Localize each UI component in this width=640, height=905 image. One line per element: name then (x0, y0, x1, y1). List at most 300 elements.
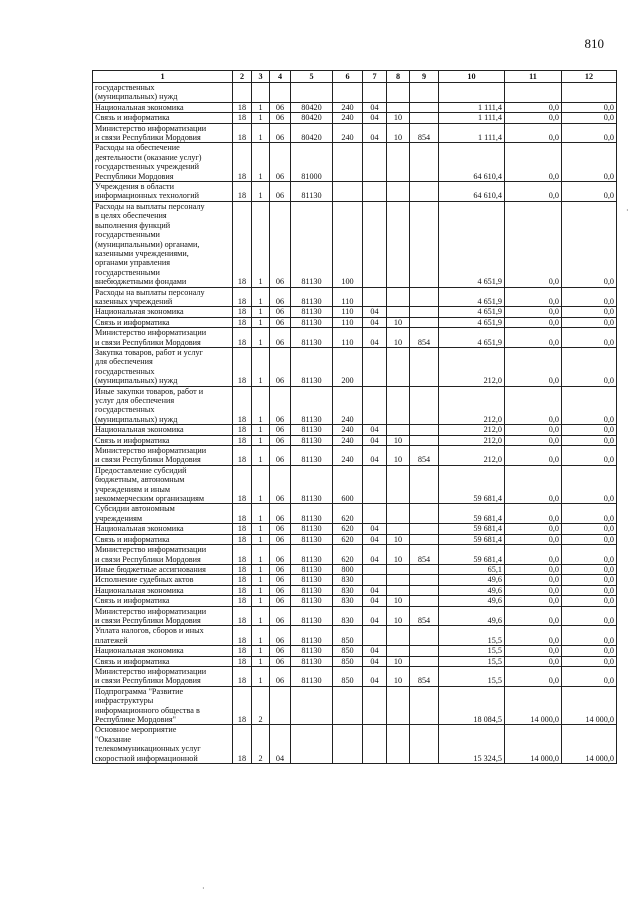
table-row (93, 646, 617, 656)
cell-ministry (410, 386, 439, 425)
cell-target: 81130 (291, 425, 333, 435)
cell-chapter: 18 (233, 626, 252, 646)
cell-amount-y3: 0,0 (562, 347, 617, 386)
cell-amount-y2: 0,0 (505, 465, 562, 504)
cell-subsection (387, 386, 410, 425)
cell-subsection (387, 725, 410, 764)
col-header: 5 (291, 71, 333, 83)
cell-amount-y3: 0,0 (562, 287, 617, 307)
cell-target: 81130 (291, 435, 333, 445)
cell-program: 1 (252, 646, 270, 656)
cell-section (363, 201, 387, 287)
cell-chapter: 18 (233, 504, 252, 524)
cell-expense-type: 620 (333, 534, 363, 544)
cell-ministry (410, 201, 439, 287)
cell-amount-y1: 49,6 (439, 596, 505, 606)
row-label: Национальная экономика (93, 646, 233, 656)
cell-ministry (410, 575, 439, 585)
table-row (93, 564, 617, 574)
cell-subsection (387, 347, 410, 386)
cell-program: 2 (252, 686, 270, 725)
cell-subsection (387, 465, 410, 504)
cell-chapter: 18 (233, 465, 252, 504)
cell-amount-y1: 4 651,9 (439, 317, 505, 327)
cell-subsection: 10 (387, 123, 410, 143)
cell-amount-y3: 0,0 (562, 328, 617, 348)
col-header: 11 (505, 71, 562, 83)
cell-section (363, 575, 387, 585)
cell-amount-y1: 15 324,5 (439, 725, 505, 764)
cell-subsection: 10 (387, 113, 410, 123)
table-row (93, 328, 617, 348)
cell-subprogram: 06 (270, 646, 291, 656)
cell-chapter: 18 (233, 143, 252, 182)
table-row (93, 575, 617, 585)
cell-expense-type (333, 182, 363, 202)
cell-amount-y1: 59 681,4 (439, 504, 505, 524)
table-row (93, 626, 617, 646)
cell-expense-type (333, 686, 363, 725)
cell-section: 04 (363, 307, 387, 317)
cell-expense-type: 830 (333, 596, 363, 606)
cell-ministry: 854 (410, 328, 439, 348)
cell-section: 04 (363, 328, 387, 348)
cell-amount-y3: 0,0 (562, 585, 617, 595)
cell-section (363, 347, 387, 386)
cell-program: 1 (252, 317, 270, 327)
cell-ministry (410, 143, 439, 182)
cell-section: 04 (363, 666, 387, 686)
cell-target: 81130 (291, 504, 333, 524)
cell-expense-type: 600 (333, 465, 363, 504)
cell-expense-type: 200 (333, 347, 363, 386)
table-row (93, 317, 617, 327)
cell-expense-type: 850 (333, 656, 363, 666)
cell-subprogram: 06 (270, 656, 291, 666)
cell-amount-y3: 0,0 (562, 504, 617, 524)
cell-program: 1 (252, 504, 270, 524)
cell-amount-y1: 59 681,4 (439, 465, 505, 504)
cell-chapter: 18 (233, 575, 252, 585)
row-label: Министерство информатизации и связи Республики Мордовия (93, 123, 233, 143)
cell-amount-y2: 0,0 (505, 182, 562, 202)
cell-program: 1 (252, 287, 270, 307)
cell-amount-y3: 0,0 (562, 564, 617, 574)
cell-subsection (387, 504, 410, 524)
cell-amount-y3: 0,0 (562, 524, 617, 534)
table-row (93, 83, 617, 103)
cell-amount-y2: 0,0 (505, 606, 562, 626)
cell-subsection: 10 (387, 534, 410, 544)
cell-program: 1 (252, 606, 270, 626)
cell-program: 1 (252, 307, 270, 317)
cell-amount-y3: 0,0 (562, 656, 617, 666)
row-label: Министерство информатизации и связи Республики Мордовия (93, 328, 233, 348)
table-row (93, 287, 617, 307)
col-header: 9 (410, 71, 439, 83)
cell-expense-type: 110 (333, 287, 363, 307)
cell-section: 04 (363, 545, 387, 565)
cell-ministry (410, 534, 439, 544)
cell-ministry (410, 435, 439, 445)
row-label: Министерство информатизации и связи Республики Мордовия (93, 446, 233, 466)
cell-chapter: 18 (233, 656, 252, 666)
cell-amount-y2: 0,0 (505, 564, 562, 574)
col-header: 2 (233, 71, 252, 83)
cell-amount-y3: 0,0 (562, 646, 617, 656)
cell-chapter: 18 (233, 425, 252, 435)
cell-section (363, 83, 387, 103)
row-label: Связь и информатика (93, 317, 233, 327)
table-row (93, 534, 617, 544)
cell-ministry (410, 102, 439, 112)
cell-expense-type: 240 (333, 102, 363, 112)
cell-section: 04 (363, 102, 387, 112)
cell-expense-type: 830 (333, 575, 363, 585)
cell-expense-type: 850 (333, 626, 363, 646)
table-row (93, 656, 617, 666)
cell-section: 04 (363, 317, 387, 327)
cell-section (363, 182, 387, 202)
cell-subprogram: 06 (270, 575, 291, 585)
cell-amount-y1: 15,5 (439, 646, 505, 656)
cell-section (363, 143, 387, 182)
cell-subprogram: 06 (270, 606, 291, 626)
cell-expense-type (333, 143, 363, 182)
cell-subprogram: 06 (270, 317, 291, 327)
cell-target: 81130 (291, 347, 333, 386)
cell-amount-y1 (439, 83, 505, 103)
cell-target: 81130 (291, 534, 333, 544)
cell-subsection: 10 (387, 446, 410, 466)
cell-expense-type: 620 (333, 524, 363, 534)
cell-section (363, 504, 387, 524)
row-label: Министерство информатизации и связи Республики Мордовия (93, 606, 233, 626)
table-row (93, 606, 617, 626)
cell-expense-type: 110 (333, 317, 363, 327)
cell-amount-y1: 4 651,9 (439, 328, 505, 348)
cell-ministry: 854 (410, 545, 439, 565)
row-label: Национальная экономика (93, 425, 233, 435)
cell-subprogram: 06 (270, 465, 291, 504)
cell-chapter: 18 (233, 446, 252, 466)
cell-chapter: 18 (233, 725, 252, 764)
header-row (93, 71, 617, 83)
cell-target: 81130 (291, 328, 333, 348)
cell-amount-y3: 0,0 (562, 317, 617, 327)
table-row (93, 524, 617, 534)
cell-ministry (410, 287, 439, 307)
col-header: 12 (562, 71, 617, 83)
cell-chapter: 18 (233, 386, 252, 425)
table-row (93, 666, 617, 686)
budget-table (92, 70, 617, 764)
cell-chapter: 18 (233, 545, 252, 565)
col-header: 6 (333, 71, 363, 83)
cell-program: 1 (252, 143, 270, 182)
cell-section: 04 (363, 585, 387, 595)
cell-ministry (410, 646, 439, 656)
cell-amount-y3: 14 000,0 (562, 725, 617, 764)
cell-target: 81130 (291, 465, 333, 504)
cell-ministry (410, 347, 439, 386)
cell-section: 04 (363, 425, 387, 435)
cell-amount-y2: 0,0 (505, 435, 562, 445)
cell-amount-y3: 0,0 (562, 386, 617, 425)
cell-program: 1 (252, 596, 270, 606)
cell-expense-type: 830 (333, 606, 363, 626)
cell-expense-type: 240 (333, 386, 363, 425)
cell-amount-y2: 0,0 (505, 545, 562, 565)
table-body (93, 83, 617, 764)
cell-amount-y1: 212,0 (439, 386, 505, 425)
cell-amount-y1: 212,0 (439, 446, 505, 466)
cell-amount-y3 (562, 83, 617, 103)
cell-target (291, 83, 333, 103)
cell-target: 80420 (291, 113, 333, 123)
cell-subprogram: 06 (270, 307, 291, 317)
cell-ministry (410, 596, 439, 606)
cell-ministry (410, 585, 439, 595)
cell-expense-type: 240 (333, 425, 363, 435)
cell-subprogram: 06 (270, 545, 291, 565)
cell-subprogram: 06 (270, 585, 291, 595)
table-row (93, 113, 617, 123)
cell-subsection (387, 564, 410, 574)
cell-target: 81130 (291, 585, 333, 595)
table-row (93, 585, 617, 595)
cell-amount-y3: 0,0 (562, 102, 617, 112)
cell-amount-y2: 0,0 (505, 347, 562, 386)
cell-target: 81130 (291, 656, 333, 666)
cell-amount-y2: 0,0 (505, 524, 562, 534)
cell-program: 1 (252, 328, 270, 348)
cell-target: 80420 (291, 102, 333, 112)
cell-target (291, 725, 333, 764)
cell-amount-y3: 14 000,0 (562, 686, 617, 725)
table-row (93, 435, 617, 445)
row-label: Связь и информатика (93, 534, 233, 544)
cell-subprogram: 06 (270, 386, 291, 425)
cell-program: 1 (252, 545, 270, 565)
cell-target: 81130 (291, 545, 333, 565)
cell-subsection: 10 (387, 656, 410, 666)
cell-section (363, 386, 387, 425)
cell-subprogram: 06 (270, 524, 291, 534)
cell-section: 04 (363, 524, 387, 534)
cell-chapter: 18 (233, 606, 252, 626)
cell-amount-y2: 0,0 (505, 307, 562, 317)
cell-amount-y2: 0,0 (505, 317, 562, 327)
cell-section: 04 (363, 534, 387, 544)
cell-subprogram: 06 (270, 626, 291, 646)
cell-chapter: 18 (233, 182, 252, 202)
cell-amount-y1: 212,0 (439, 347, 505, 386)
cell-amount-y2: 0,0 (505, 287, 562, 307)
table-row (93, 725, 617, 764)
cell-section: 04 (363, 123, 387, 143)
cell-amount-y3: 0,0 (562, 113, 617, 123)
cell-amount-y1: 212,0 (439, 435, 505, 445)
cell-subsection: 10 (387, 606, 410, 626)
row-label: Основное мероприятие "Оказание телекоммуникационных услуг скоростной информационной (93, 725, 233, 764)
cell-chapter: 18 (233, 596, 252, 606)
table-row (93, 465, 617, 504)
cell-chapter: 18 (233, 646, 252, 656)
cell-subprogram: 06 (270, 425, 291, 435)
cell-amount-y1: 1 111,4 (439, 113, 505, 123)
cell-subsection: 10 (387, 545, 410, 565)
cell-amount-y2: 0,0 (505, 113, 562, 123)
cell-subsection: 10 (387, 596, 410, 606)
cell-program: 1 (252, 585, 270, 595)
cell-target: 80420 (291, 123, 333, 143)
cell-subsection (387, 686, 410, 725)
cell-amount-y3: 0,0 (562, 123, 617, 143)
cell-subprogram: 06 (270, 143, 291, 182)
cell-program: 1 (252, 446, 270, 466)
row-label: Учреждения в области информационных технологий (93, 182, 233, 202)
cell-target: 81130 (291, 626, 333, 646)
cell-program: 1 (252, 524, 270, 534)
table-row (93, 347, 617, 386)
cell-chapter: 18 (233, 564, 252, 574)
cell-chapter: 18 (233, 534, 252, 544)
table-row (93, 386, 617, 425)
cell-amount-y2: 0,0 (505, 201, 562, 287)
table-row (93, 596, 617, 606)
cell-amount-y1: 59 681,4 (439, 534, 505, 544)
cell-amount-y2: 14 000,0 (505, 725, 562, 764)
cell-expense-type: 240 (333, 435, 363, 445)
table-row (93, 182, 617, 202)
cell-chapter: 18 (233, 287, 252, 307)
cell-subprogram: 06 (270, 504, 291, 524)
cell-amount-y3: 0,0 (562, 425, 617, 435)
table-row (93, 446, 617, 466)
cell-target: 81130 (291, 446, 333, 466)
cell-subprogram: 06 (270, 435, 291, 445)
cell-target: 81130 (291, 596, 333, 606)
cell-chapter: 18 (233, 686, 252, 725)
cell-program: 1 (252, 102, 270, 112)
cell-target: 81130 (291, 386, 333, 425)
cell-program: 1 (252, 656, 270, 666)
cell-ministry (410, 113, 439, 123)
cell-subsection: 10 (387, 317, 410, 327)
cell-amount-y1: 212,0 (439, 425, 505, 435)
cell-amount-y2: 0,0 (505, 656, 562, 666)
cell-expense-type: 620 (333, 545, 363, 565)
cell-program: 1 (252, 347, 270, 386)
cell-amount-y1: 15,5 (439, 626, 505, 646)
cell-subprogram: 06 (270, 596, 291, 606)
cell-ministry (410, 425, 439, 435)
row-label: Национальная экономика (93, 524, 233, 534)
cell-ministry (410, 656, 439, 666)
cell-program: 1 (252, 564, 270, 574)
cell-amount-y3: 0,0 (562, 626, 617, 646)
cell-ministry: 854 (410, 606, 439, 626)
row-label: Министерство информатизации и связи Республики Мордовия (93, 545, 233, 565)
cell-chapter: 18 (233, 347, 252, 386)
cell-amount-y3: 0,0 (562, 465, 617, 504)
cell-section: 04 (363, 606, 387, 626)
cell-amount-y1: 4 651,9 (439, 287, 505, 307)
cell-subprogram: 06 (270, 182, 291, 202)
cell-chapter: 18 (233, 317, 252, 327)
cell-subprogram: 06 (270, 666, 291, 686)
cell-section (363, 287, 387, 307)
row-label: Связь и информатика (93, 656, 233, 666)
cell-program: 1 (252, 182, 270, 202)
cell-amount-y2 (505, 83, 562, 103)
cell-ministry (410, 626, 439, 646)
row-label: Национальная экономика (93, 102, 233, 112)
cell-amount-y3: 0,0 (562, 596, 617, 606)
cell-subprogram: 04 (270, 725, 291, 764)
cell-target: 81130 (291, 666, 333, 686)
cell-amount-y2: 0,0 (505, 328, 562, 348)
cell-amount-y3: 0,0 (562, 143, 617, 182)
cell-target: 81130 (291, 287, 333, 307)
cell-chapter: 18 (233, 666, 252, 686)
cell-target: 81000 (291, 143, 333, 182)
cell-expense-type (333, 725, 363, 764)
cell-section: 04 (363, 446, 387, 466)
cell-amount-y1: 4 651,9 (439, 201, 505, 287)
table-row (93, 545, 617, 565)
cell-program: 1 (252, 113, 270, 123)
cell-subprogram: 06 (270, 102, 291, 112)
cell-subsection (387, 646, 410, 656)
cell-expense-type: 240 (333, 113, 363, 123)
row-label: Связь и информатика (93, 113, 233, 123)
cell-ministry (410, 504, 439, 524)
cell-subsection (387, 626, 410, 646)
table-row (93, 307, 617, 317)
cell-expense-type: 240 (333, 123, 363, 143)
col-header: 3 (252, 71, 270, 83)
row-label: Иные бюджетные ассигнования (93, 564, 233, 574)
scan-mark: · (202, 884, 205, 893)
table-row (93, 123, 617, 143)
cell-target: 81130 (291, 646, 333, 656)
cell-amount-y1: 49,6 (439, 575, 505, 585)
cell-section (363, 465, 387, 504)
cell-subprogram: 06 (270, 201, 291, 287)
cell-subsection: 10 (387, 328, 410, 348)
table-row (93, 425, 617, 435)
cell-amount-y1: 18 084,5 (439, 686, 505, 725)
cell-subsection (387, 425, 410, 435)
row-label: Исполнение судебных актов (93, 575, 233, 585)
cell-subsection (387, 143, 410, 182)
col-header: 10 (439, 71, 505, 83)
cell-chapter (233, 83, 252, 103)
cell-amount-y2: 0,0 (505, 534, 562, 544)
cell-amount-y1: 4 651,9 (439, 307, 505, 317)
cell-amount-y1: 59 681,4 (439, 545, 505, 565)
cell-amount-y1: 49,6 (439, 585, 505, 595)
cell-expense-type: 100 (333, 201, 363, 287)
cell-target: 81130 (291, 201, 333, 287)
cell-section (363, 686, 387, 725)
cell-amount-y3: 0,0 (562, 182, 617, 202)
cell-amount-y1: 64 610,4 (439, 182, 505, 202)
cell-expense-type: 850 (333, 646, 363, 656)
cell-target: 81130 (291, 606, 333, 626)
